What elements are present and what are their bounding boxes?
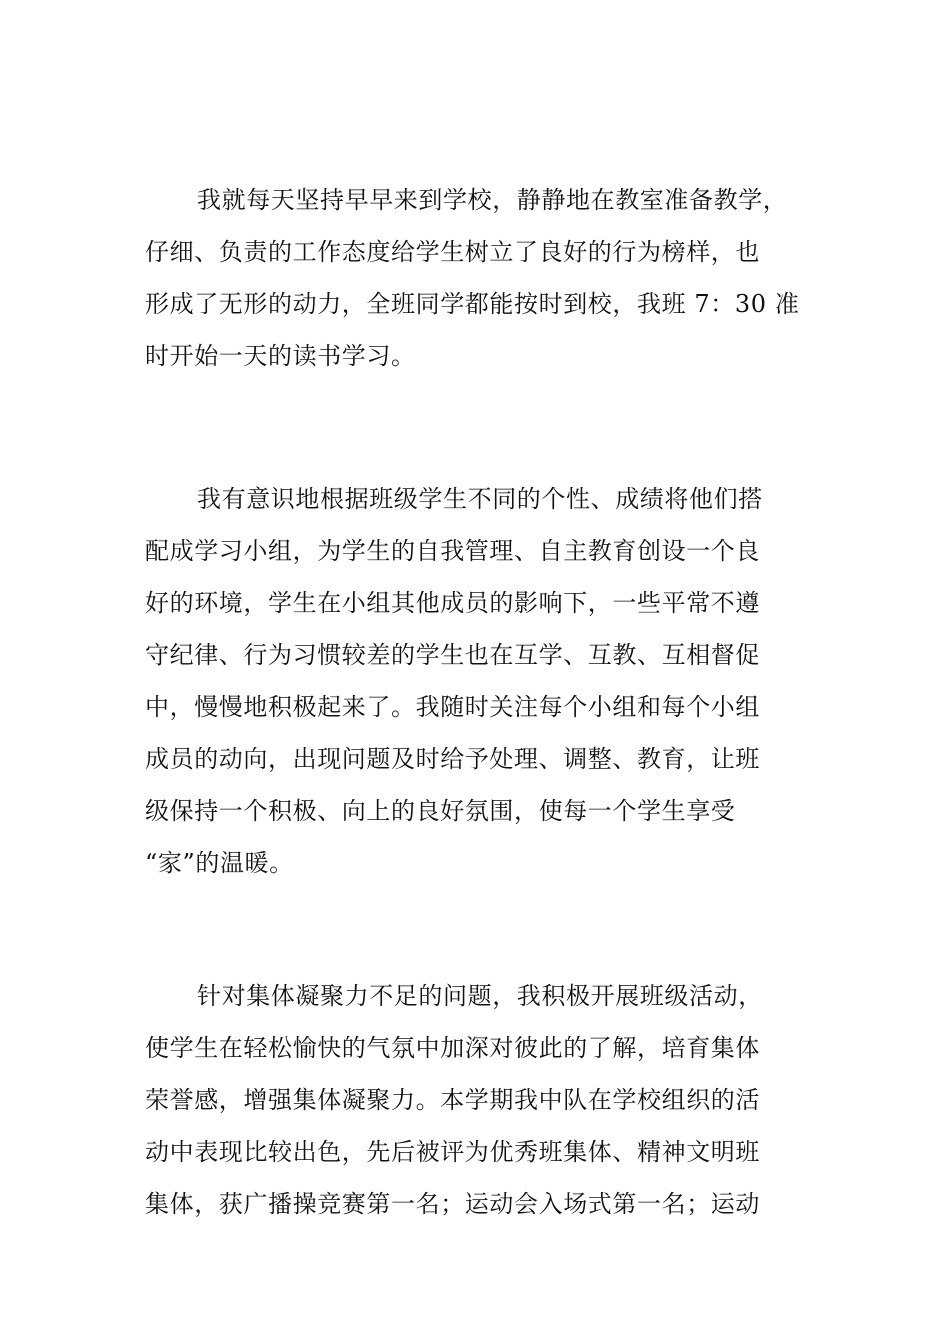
text-line: 使学生在轻松愉快的气氛中加深对彼此的了解，培育集体	[145, 1034, 760, 1062]
text-line: 针对集体凝聚力不足的问题，我积极开展班级活动，	[197, 982, 763, 1010]
text-line: 配成学习小组，为学生的自我管理、自主教育创设一个良	[145, 537, 760, 565]
paragraph-3	[145, 970, 815, 1230]
text-line: 形成了无形的动力，全班同学都能按时到校，我班 7：30 准	[145, 290, 800, 318]
text-line: 我就每天坚持早早来到学校，静静地在教室准备教学，	[197, 186, 788, 214]
text-line: “家”的温暖。	[145, 849, 294, 877]
paragraph-2	[145, 473, 815, 889]
text-line: 我有意识地根据班级学生不同的个性、成绩将他们搭	[197, 485, 763, 513]
text-line: 集体，获广播操竞赛第一名；运动会入场式第一名；运动	[145, 1190, 760, 1218]
text-line: 中，慢慢地积极起来了。我随时关注每个小组和每个小组	[145, 693, 760, 721]
text-line: 成员的动向，出现问题及时给予处理、调整、教育，让班	[145, 745, 760, 773]
text-line: 级保持一个积极、向上的良好氛围，使每一个学生享受	[145, 797, 736, 825]
text-line: 仔细、负责的工作态度给学生树立了良好的行为榜样，也	[145, 238, 760, 266]
paragraph-1	[145, 174, 815, 382]
text-line: 动中表现比较出色，先后被评为优秀班集体、精神文明班	[145, 1138, 760, 1166]
text-line: 荣誉感，增强集体凝聚力。本学期我中队在学校组织的活	[145, 1086, 760, 1114]
text-line: 时开始一天的读书学习。	[145, 342, 416, 370]
text-line: 守纪律、行为习惯较差的学生也在互学、互教、互相督促	[145, 641, 760, 669]
text-line: 好的环境，学生在小组其他成员的影响下，一些平常不遵	[145, 589, 760, 617]
